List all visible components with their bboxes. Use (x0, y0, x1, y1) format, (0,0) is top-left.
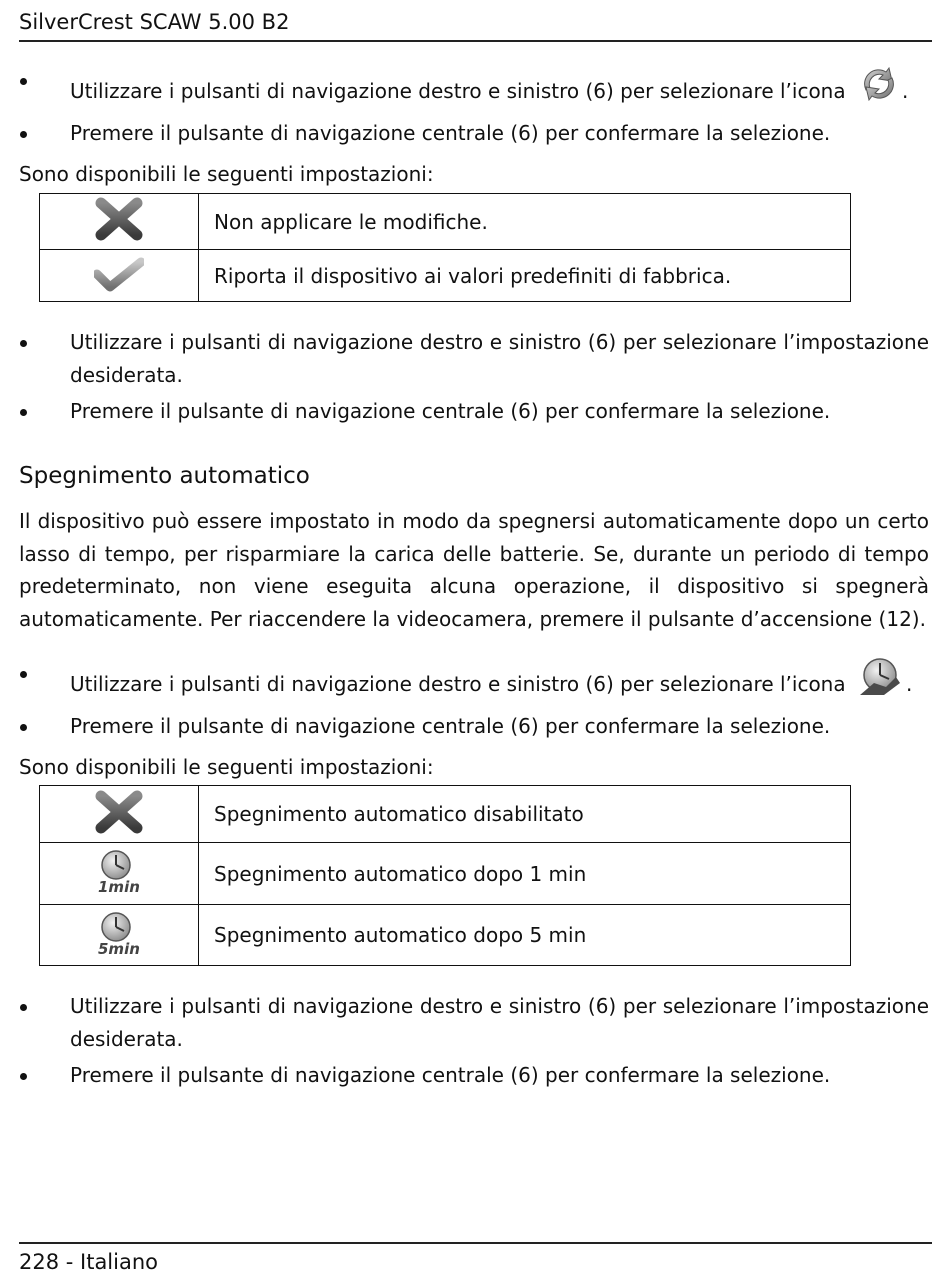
page-header (19, 6, 932, 42)
bullet-icon (19, 395, 31, 428)
list-item: Premere il pulsante di navigazione centrale (6) per confermare la selezione. (19, 1059, 929, 1092)
bullet-icon (19, 1059, 31, 1092)
footer-divider (19, 1242, 932, 1244)
checkmark-icon (94, 254, 144, 292)
list-item: Premere il pulsante di navigazione centrale (6) per confermare la selezione. (19, 710, 929, 743)
svg-text:1min: 1min (98, 878, 140, 894)
bullet-icon (19, 657, 31, 690)
table-row: Riporta il dispositivo ai valori predefiniti di fabbrica. (40, 250, 851, 302)
autooff-settings-table (39, 785, 851, 966)
autooff-bullet-list (19, 657, 929, 746)
clock-5min-icon (94, 910, 144, 956)
reset-after-bullet-list (19, 326, 929, 431)
list-item: Utilizzare i pulsanti di navigazione destro e sinistro (6) per selezionare l’impostazione desiderata. (19, 326, 929, 392)
section-paragraph: Il dispositivo può essere impostato in modo da spegnersi automaticamente dopo un certo lasso di tempo, per risparmiare la carica delle batterie. Se, durante un periodo di tempo predeterminato, non viene eseguita alcuna operazione, il dispositivo si spegnerà automaticamente. Per riaccendere la videocamera, premere il pulsante d’accensione (12). (19, 509, 929, 631)
list-item: Premere il pulsante di navigazione centrale (6) per confermare la selezione. (19, 395, 929, 428)
bullet-icon (19, 326, 31, 359)
auto-off-clock-icon (856, 657, 906, 707)
list-item: Utilizzare i pulsanti di navigazione destro e sinistro (6) per selezionare l’impostazione desiderata. (19, 990, 929, 1056)
reset-bullet-list (19, 64, 929, 153)
settings-intro: Sono disponibili le seguenti impostazioni: (19, 755, 434, 779)
cross-icon (95, 790, 143, 834)
table-row: 5min Spegnimento automatico dopo 5 min (40, 905, 851, 966)
list-item: Premere il pulsante di navigazione centrale (6) per confermare la selezione. (19, 117, 929, 150)
bullet-icon (19, 64, 31, 97)
document-title: SilverCrest SCAW 5.00 B2 (19, 10, 290, 34)
bullet-icon (19, 710, 31, 743)
reset-settings-table (39, 193, 851, 302)
table-row: 1min Spegnimento automatico dopo 1 min (40, 843, 851, 905)
list-item: Utilizzare i pulsanti di navigazione destro e sinistro (6) per selezionare l’icona . (19, 657, 929, 707)
autooff-after-bullet-list (19, 990, 929, 1095)
page-footer: 228 - Italiano (19, 1250, 159, 1274)
cross-icon (95, 197, 143, 241)
clock-1min-icon (94, 848, 144, 894)
reset-arrows-icon (856, 64, 902, 114)
section-heading: Spegnimento automatico (19, 463, 310, 489)
bullet-icon (19, 990, 31, 1023)
table-row: Spegnimento automatico disabilitato (40, 786, 851, 843)
table-row: Non applicare le modifiche. (40, 194, 851, 250)
list-item: Utilizzare i pulsanti di navigazione destro e sinistro (6) per selezionare l’icona . (19, 64, 929, 114)
bullet-icon (19, 117, 31, 150)
settings-intro: Sono disponibili le seguenti impostazioni: (19, 162, 434, 186)
svg-text:5min: 5min (98, 939, 140, 956)
